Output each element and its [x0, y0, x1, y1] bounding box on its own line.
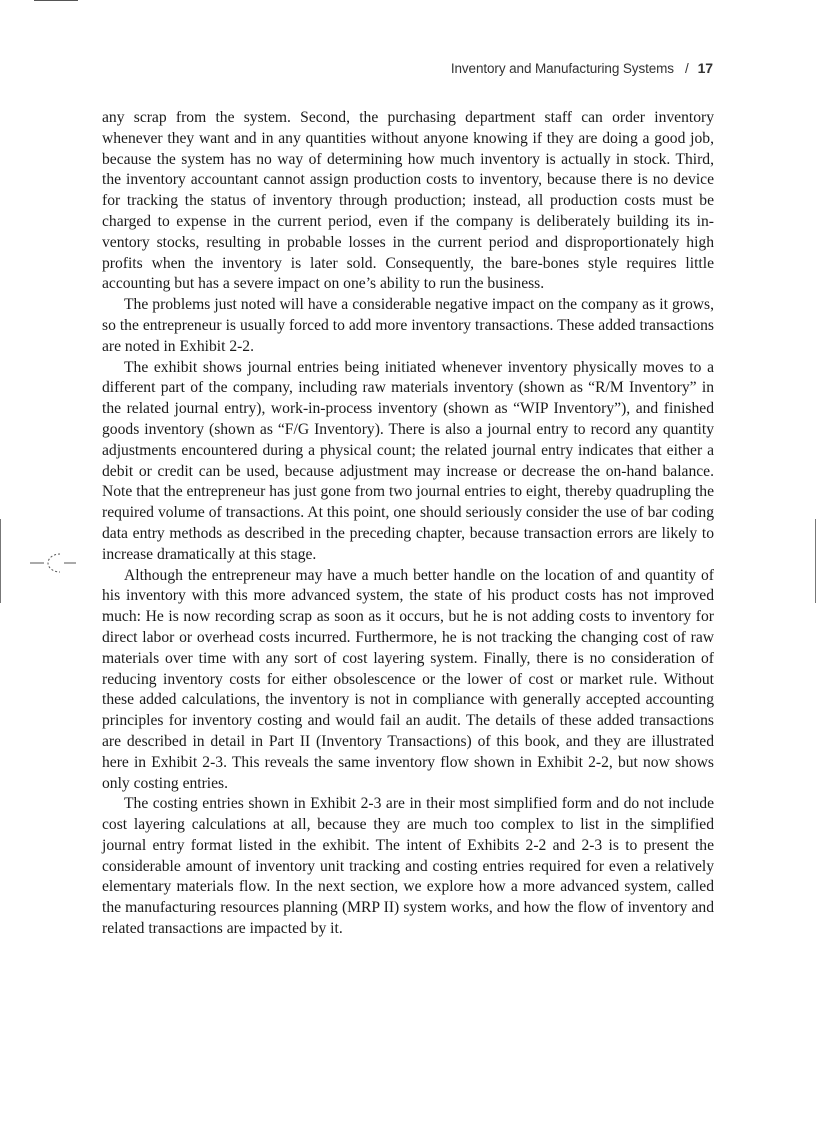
- margin-rule-left: [0, 519, 1, 603]
- paragraph: The problems just noted will have a considerable negative impact on the company as it grows, so the entrepreneur is usually forced to add more inventory transactions. These added transactions are noted in Exhibit 2-2.: [102, 296, 714, 355]
- paragraph: Although the entrepreneur may have a much better handle on the location of and quantity of his inventory with this more advanced system, the state of his product costs has not improved much: He is now recording scrap as soon as it occurs, but he is not adding costs to inventory for direct labor or overhead costs incurred. Furthermore, he is not tracking the changing cost of raw materials over time with any sort of cost layering system. Finally, there is no consideration of reducing inventory costs for either obsolescence or the lower of cost or market rule. Without these added calculations, the inventory is not in compliance with generally accepted accounting principles for inventory costing and would fail an audit. The details of these added transactions are described in detail in Part II (Inventory Transactions) of this book, and they are illustrated here in Exhibit 2-3. This reveals the same inventory flow shown in Exhibit 2-2, but now shows only costing entries.: [102, 566, 714, 792]
- paragraph: The costing entries shown in Exhibit 2-3 are in their most simplified form and do not include cost layering calculations at all, because they are much too complex to list in the simplified journal entry format listed in the exhibit. The intent of Exhibits 2-2 and 2-3 is to present the considerable amount of inventory unit tracking and costing entries required for even a relatively elementary materials flow. In the next section, we explore how a more advanced system, called the manufacturing resources planning (MRP II) system works, and how the flow of inventory and related transactions are impacted by it.: [102, 795, 714, 938]
- paragraph: any scrap from the system. Second, the purchasing department staff can order inventory whenever they want and in any quantities without anyone knowing if they are doing a good job, because the system has no way of determining how much inventory is actually in stock. Third, the inventory accountant cannot assign production costs to inventory, because there is no device for tracking the status of inventory through production; instead, all production costs must be charged to expense in the current period, even if the company is deliberately building its inventory stocks, resulting in probable losses in the current period and disproportionately high profits when the inventory is later sold. Consequently, the bare-bones style requires little accounting but has a severe impact on one’s ability to run the business.: [102, 109, 714, 293]
- paragraph: The exhibit shows journal entries being initiated whenever inventory physically moves to a different part of the company, including raw materials inventory (shown as “R/M Inventory” in the related journal entry), work-in-process inventory (shown as “WIP Inventory”), and finished goods inventory (shown as “F/G Inventory). There is also a journal entry to record any quantity adjustments encountered during a physical count; the related journal entry indicates that either a debit or credit can be used, because adjustment may increase or decrease the on-hand balance. Note that the entrepreneur has just gone from two journal entries to eight, thereby quadrupling the required volume of transactions. At this point, one should seriously consider the use of bar coding data entry methods as described in the preceding chapter, because transaction errors are likely to increase dramatically at this stage.: [102, 358, 714, 563]
- running-title: Inventory and Manufacturing Systems: [450, 61, 674, 76]
- running-header: [451, 60, 713, 76]
- body-text: [102, 108, 714, 940]
- crop-mark-top: [34, 0, 78, 1]
- header-separator: /: [684, 61, 689, 76]
- page-number: 17: [697, 60, 713, 76]
- registration-mark-icon: [30, 549, 80, 577]
